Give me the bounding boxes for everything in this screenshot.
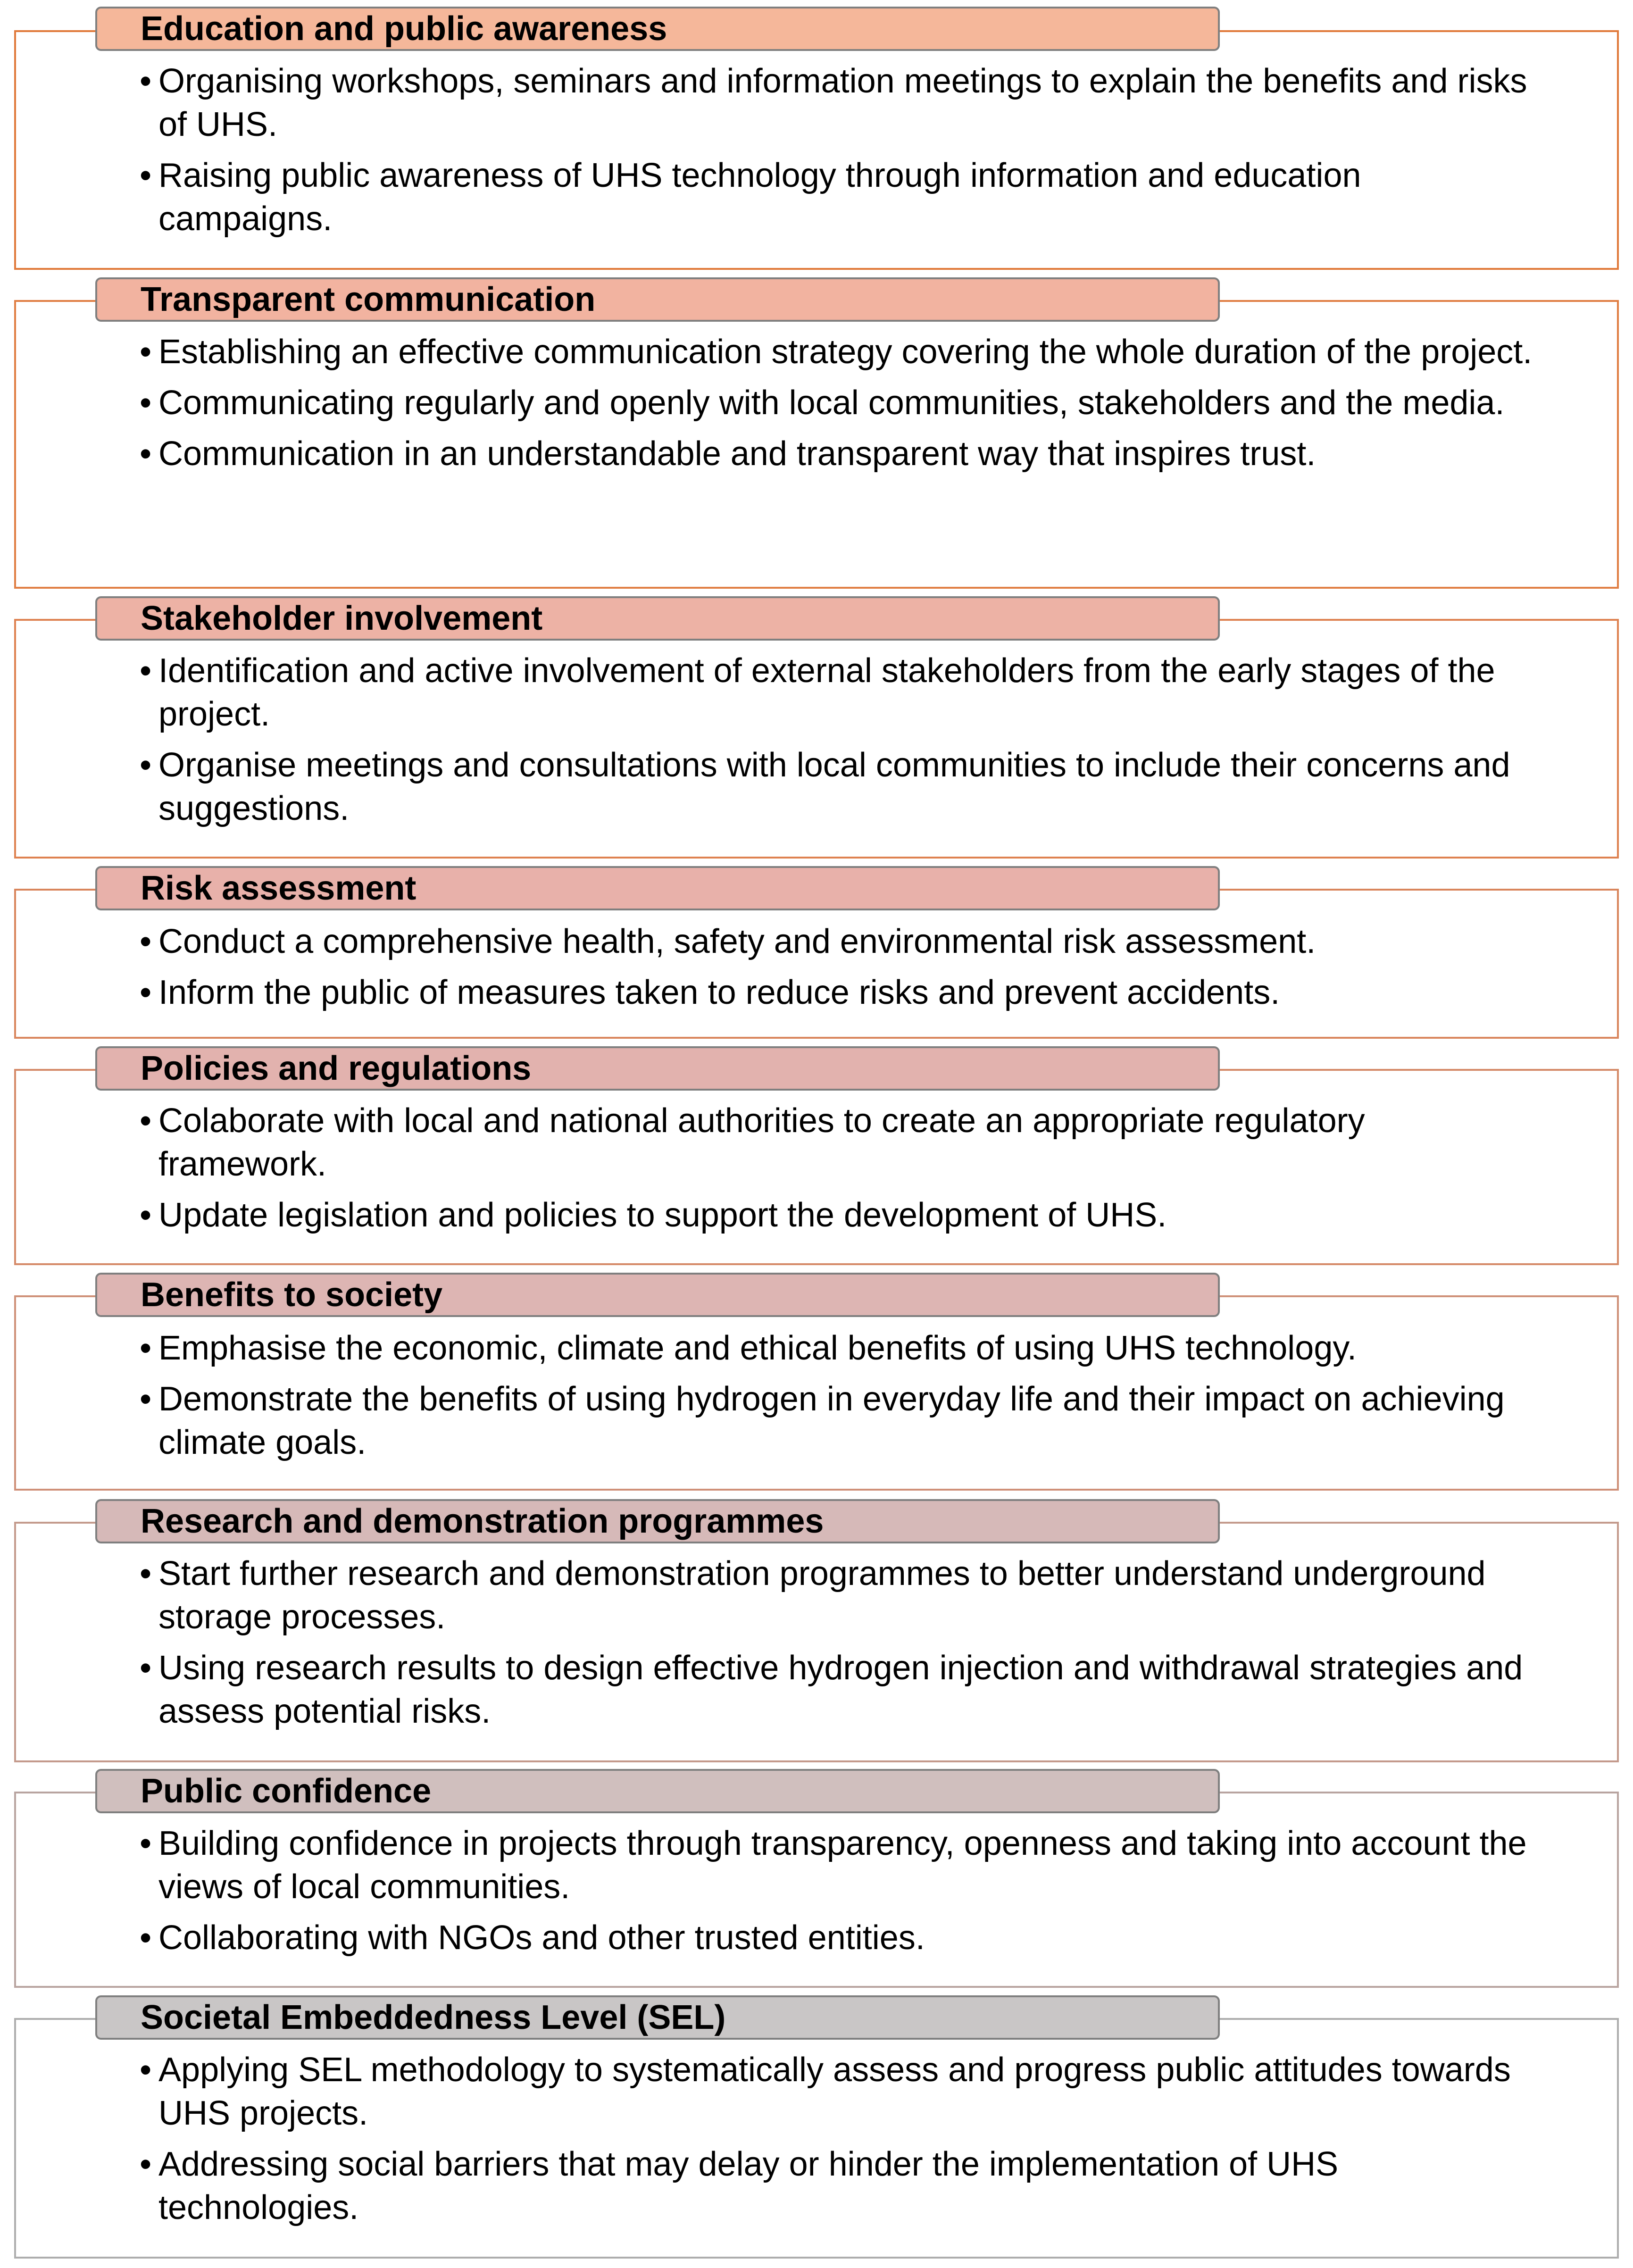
section-header: Policies and regulations (95, 1046, 1220, 1091)
bullet-text: Using research results to design effective hydrogen injection and withdrawal strategies and assess potential risks. (158, 1649, 1523, 1730)
bullet-text: Addressing social barriers that may delay or hinder the implementation of UHS technologies. (158, 2145, 1339, 2226)
bullet-text: Building confidence in projects through transparency, openness and taking into account the views of local communities. (158, 1825, 1527, 1906)
bullet-text: Raising public awareness of UHS technology through information and education campaigns. (158, 157, 1361, 238)
bullet-list (140, 649, 1536, 838)
bullet-item (140, 432, 1536, 475)
bullet-item (140, 1916, 1536, 1959)
bullet-dot-icon: • (140, 1825, 152, 1862)
bullet-text: Collaborating with NGOs and other trusted entities. (158, 1919, 925, 1957)
bullet-dot-icon: • (140, 2145, 152, 2183)
bullet-item (140, 649, 1536, 736)
bullet-dot-icon: • (140, 333, 152, 371)
bullet-text: Organise meetings and consultations with local communities to include their concerns and suggestions. (158, 746, 1510, 827)
bullet-dot-icon: • (140, 923, 152, 960)
bullet-text: Update legislation and policies to support the development of UHS. (158, 1196, 1167, 1234)
bullet-dot-icon: • (140, 974, 152, 1011)
section-header: Research and demonstration programmes (95, 1499, 1220, 1543)
bullet-item (140, 1099, 1536, 1186)
bullet-item (140, 2143, 1536, 2229)
bullet-text: Colaborate with local and national authorities to create an appropriate regulatory framework. (158, 1102, 1365, 1183)
bullet-dot-icon: • (140, 2051, 152, 2089)
section-header: Risk assessment (95, 866, 1220, 910)
section-header: Stakeholder involvement (95, 596, 1220, 641)
bullet-dot-icon: • (140, 746, 152, 784)
bullet-list (140, 59, 1536, 248)
bullet-item (140, 971, 1536, 1014)
bullet-list (140, 2048, 1536, 2237)
bullet-item (140, 743, 1536, 830)
bullet-item (140, 1646, 1536, 1733)
section-header: Transparent communication (95, 277, 1220, 322)
bullet-item (140, 330, 1536, 374)
section-header: Benefits to society (95, 1273, 1220, 1317)
bullet-dot-icon: • (140, 652, 152, 690)
bullet-text: Emphasise the economic, climate and ethical benefits of using UHS technology. (158, 1329, 1357, 1367)
bullet-dot-icon: • (140, 157, 152, 194)
bullet-dot-icon: • (140, 1555, 152, 1593)
bullet-list (140, 330, 1536, 483)
bullet-text: Start further research and demonstration programmes to better understand underground storage processes. (158, 1555, 1486, 1636)
bullet-text: Conduct a comprehensive health, safety and environmental risk assessment. (158, 923, 1316, 960)
bullet-item (140, 1377, 1536, 1464)
bullet-item (140, 1193, 1536, 1237)
bullet-text: Demonstrate the benefits of using hydrogen in everyday life and their impact on achieving climate goals. (158, 1380, 1505, 1461)
bullet-dot-icon: • (140, 1380, 152, 1418)
bullet-dot-icon: • (140, 62, 152, 100)
bullet-list (140, 1326, 1536, 1472)
bullet-list (140, 1552, 1536, 1741)
bullet-item (140, 1326, 1536, 1370)
bullet-text: Identification and active involvement of external stakeholders from the early stages of the project. (158, 652, 1495, 733)
bullet-text: Establishing an effective communication strategy covering the whole duration of the project. (158, 333, 1533, 371)
bullet-item (140, 59, 1536, 146)
bullet-dot-icon: • (140, 1649, 152, 1687)
bullet-dot-icon: • (140, 1196, 152, 1234)
bullet-dot-icon: • (140, 1102, 152, 1140)
bullet-list (140, 1099, 1536, 1244)
bullet-dot-icon: • (140, 1329, 152, 1367)
section-header: Societal Embeddedness Level (SEL) (95, 1995, 1220, 2040)
bullet-item (140, 381, 1536, 425)
bullet-item (140, 2048, 1536, 2135)
bullet-list (140, 1822, 1536, 1967)
bullet-text: Organising workshops, seminars and information meetings to explain the benefits and risks of UHS. (158, 62, 1527, 143)
bullet-item (140, 1822, 1536, 1909)
bullet-item (140, 920, 1536, 963)
section-header: Public confidence (95, 1769, 1220, 1813)
bullet-list (140, 920, 1536, 1022)
bullet-text: Inform the public of measures taken to reduce risks and prevent accidents. (158, 974, 1280, 1011)
bullet-item (140, 154, 1536, 241)
bullet-dot-icon: • (140, 435, 152, 473)
bullet-dot-icon: • (140, 1919, 152, 1957)
section-header: Education and public awareness (95, 7, 1220, 51)
bullet-text: Communicating regularly and openly with local communities, stakeholders and the media. (158, 384, 1505, 422)
bullet-dot-icon: • (140, 384, 152, 422)
bullet-item (140, 1552, 1536, 1639)
bullet-text: Communication in an understandable and transparent way that inspires trust. (158, 435, 1316, 473)
bullet-text: Applying SEL methodology to systematically assess and progress public attitudes towards UHS projects. (158, 2051, 1511, 2132)
